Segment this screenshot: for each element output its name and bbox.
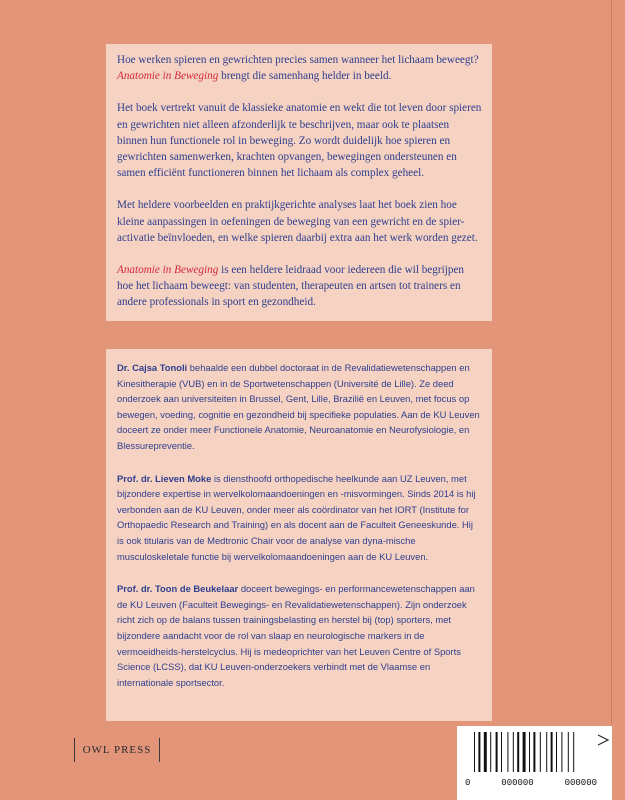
book-title-inline: Anatomie in Beweging <box>117 70 219 83</box>
author-bio <box>117 581 482 690</box>
barcode-arrow-icon <box>596 734 610 746</box>
cover-fold-line <box>611 0 612 800</box>
barcode-digit-group: 000000 <box>564 778 597 788</box>
blurb-closing-text: is een heldere leidraad voor iedereen die wil begrijpen hoe het lichaam beweegt: van studenten, therapeuten en artsen tot trainers en andere professionals in sport en gezondheid. <box>117 264 465 309</box>
barcode-digit-group: 000000 <box>501 778 534 788</box>
blurb-paragraph-4 <box>117 262 482 311</box>
author-bio-text: behaalde een dubbel doctoraat in de Revalidatiewetenschappen en Kinesitherapie (VUB) en in de Sportwetenschappen (Université de Lille). Ze deed onderzoek aan universiteiten in Brussel, Gent, Lille, Brazilië en Leuven, met focus op bewegen, voeding, cognitie en gezondheid bij specifieke populaties. Aan de KU Leuven doceert ze onder meer Functionele Anatomie, Neuroanatomie en Neurofysiologie, en Blessurepreventie. <box>117 362 480 451</box>
barcode-bars-icon <box>474 732 586 772</box>
barcode <box>457 726 612 800</box>
blurb-paragraph-3: Met heldere voorbeelden en praktijkgerichte analyses laat het boek zien hoe kleine aanpassingen in oefeningen de beweging van een gewricht en de spier-activatie beïnvloeden, en welke spieren daarbij extra aan het werk worden gezet. <box>117 199 478 244</box>
blurb-intro-rest: brengt die samenhang helder in beeld. <box>218 70 392 83</box>
barcode-digit-group: 0 <box>465 778 471 788</box>
publisher-logo: OWL PRESS <box>74 738 160 762</box>
author-bio <box>117 360 482 454</box>
authors-panel <box>106 349 492 721</box>
blurb-paragraph-2: Het boek vertrekt vanuit de klassieke anatomie en wekt die tot leven door spieren en gewrichten niet alleen afzonderlijk te beschrijven, maar ook te plaatsen binnen hun functionele rol in beweging. Zo wordt duidelijk hoe spieren en gewrichten samenwerken, krachten opvangen, bewegingen ondersteunen en samen efficiënt functioneren binnen het lichaam als complex geheel. <box>117 102 482 180</box>
blurb-panel <box>106 44 492 321</box>
book-title-inline: Anatomie in Beweging <box>117 264 219 277</box>
author-bio <box>117 471 482 565</box>
author-name: Prof. dr. Lieven Moke <box>117 472 212 484</box>
author-bio-text: is diensthoofd orthopedische heelkunde aan UZ Leuven, met bijzondere expertise in wervelkolomaandoeningen en -misvormingen. Sinds 2014 is hij verbonden aan de KU Leuven, onder meer als coördinator van het IORT (Institute for Orthopaedic Research and Training) en als docent aan de Faculteit Geneeskunde. Hij is ook titularis van de Medtronic Chair voor de analyse van dyna-mische musculoskeletale functie bij wervelkolomaandoeningen aan de KU Leuven. <box>117 472 476 562</box>
barcode-digits <box>465 778 597 788</box>
blurb-intro-question: Hoe werken spieren en gewrichten precies samen wanneer het lichaam beweegt? <box>117 54 479 66</box>
author-bio-text: doceert bewegings- en performancewetenschappen aan de KU Leuven (Faculteit Bewegings- en Revalidatiewetenschappen). Zijn onderzoek richt zich op de balans tussen trainingsbelasting en herstel bij (top) sporters, met bijzondere aandacht voor de rol van slaap en neurologische markers in de vermoeidheids-herstelcyclus. Hij is medeoprichter van het Leuven Centre of Sports Science (LCSS), dat KU Leuven-onderzoekers verbindt met de Vlaamse en internationale sportsector. <box>117 583 475 688</box>
author-name: Dr. Cajsa Tonoli <box>117 362 188 373</box>
blurb-paragraph-1 <box>117 52 482 84</box>
author-name: Prof. dr. Toon de Beukelaar <box>117 583 239 595</box>
